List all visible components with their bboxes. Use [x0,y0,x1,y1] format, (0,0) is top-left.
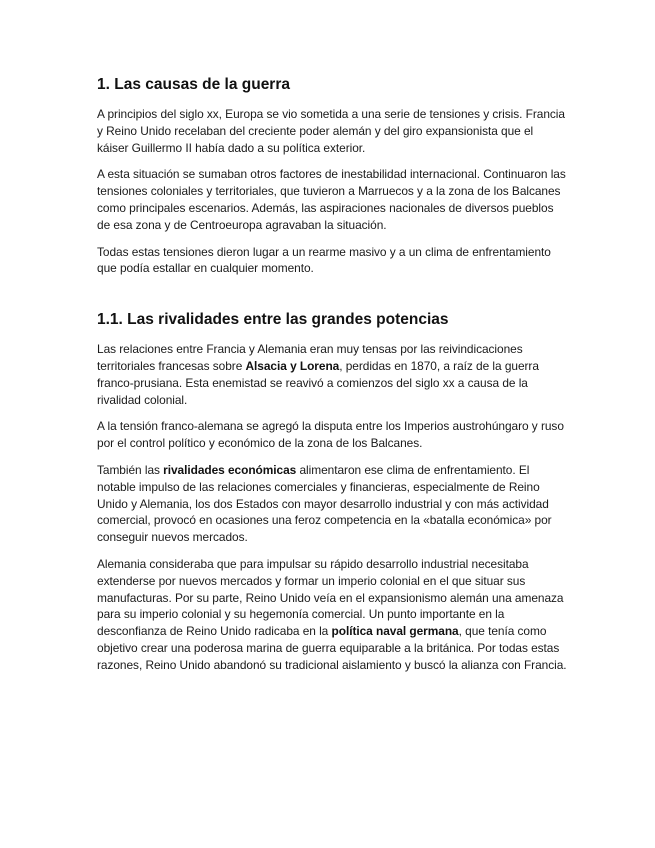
text-run: , perdidas en 1870, a raíz de la guerra franco-prusiana. Esta enemistad se reavivó a comienzos del siglo xx a causa de la rivalidad colonial. [97,358,539,407]
paragraph [97,341,567,408]
paragraph [97,462,567,546]
paragraph [97,556,567,674]
text-run: Alemania consideraba que para impulsar su rápido desarrollo industrial necesitaba extenderse por nuevos mercados y formar un imperio colonial en el que situar sus manufacturas. Por su parte, Reino Unido veía en el expansionismo alemán una amenaza para su imperio colonial y su hegemonía comercial. Un punto importante en la desconfianza de Reino Unido radicaba en la [97,556,564,639]
text-run: , que tenía como objetivo crear una poderosa marina de guerra equiparable a la británica. Por todas estas razones, Reino Unido abandonó su tradicional aislamiento y buscó la alianza con Francia. [97,624,567,672]
bold-term: Alsacia y Lorena [245,358,340,373]
bold-term: rivalidades económicas [163,462,297,477]
paragraph: A principios del siglo xx, Europa se vio sometida a una serie de tensiones y crisis. Francia y Reino Unido recelaban del creciente poder alemán y del giro expansionista que el káiser Guillermo II había dado a su política exterior. [97,107,565,155]
text-run: También las [97,462,164,477]
bold-term: política naval germana [331,624,459,639]
document-body [97,74,567,684]
paragraph: Todas estas tensiones dieron lugar a un rearme masivo y a un clima de enfrentamiento que podía estallar en cualquier momento. [97,244,551,276]
section-heading-rivalries: 1.1. Las rivalidades entre las grandes potencias [97,311,449,329]
text-run: alimentaron ese clima de enfrentamiento. El notable impulso de las relaciones comerciales y financieras, especialmente de Reino Unido y Alemania, los dos Estados con mayor desarrollo industrial y con más actividad comercial, provocó en ocasiones una feroz competencia en la «batalla económica» por conseguir nuevos mercados. [97,462,552,545]
paragraph: A esta situación se sumaban otros factores de inestabilidad internacional. Continuaron las tensiones coloniales y territoriales, que tuvieron a Marruecos y a la zona de los Balcanes como principales escenarios. Además, las aspiraciones nacionales de diversos pueblos de esa zona y de Centroeuropa agravaban la situación. [97,167,566,232]
paragraph: A la tensión franco-alemana se agregó la disputa entre los Imperios austrohúngaro y ruso por el control político y económico de la zona de los Balcanes. [97,419,564,451]
section-heading-causes: 1. Las causas de la guerra [97,76,290,93]
text-run: Las relaciones entre Francia y Alemania eran muy tensas por las reivindicaciones territoriales francesas sobre [97,342,523,373]
